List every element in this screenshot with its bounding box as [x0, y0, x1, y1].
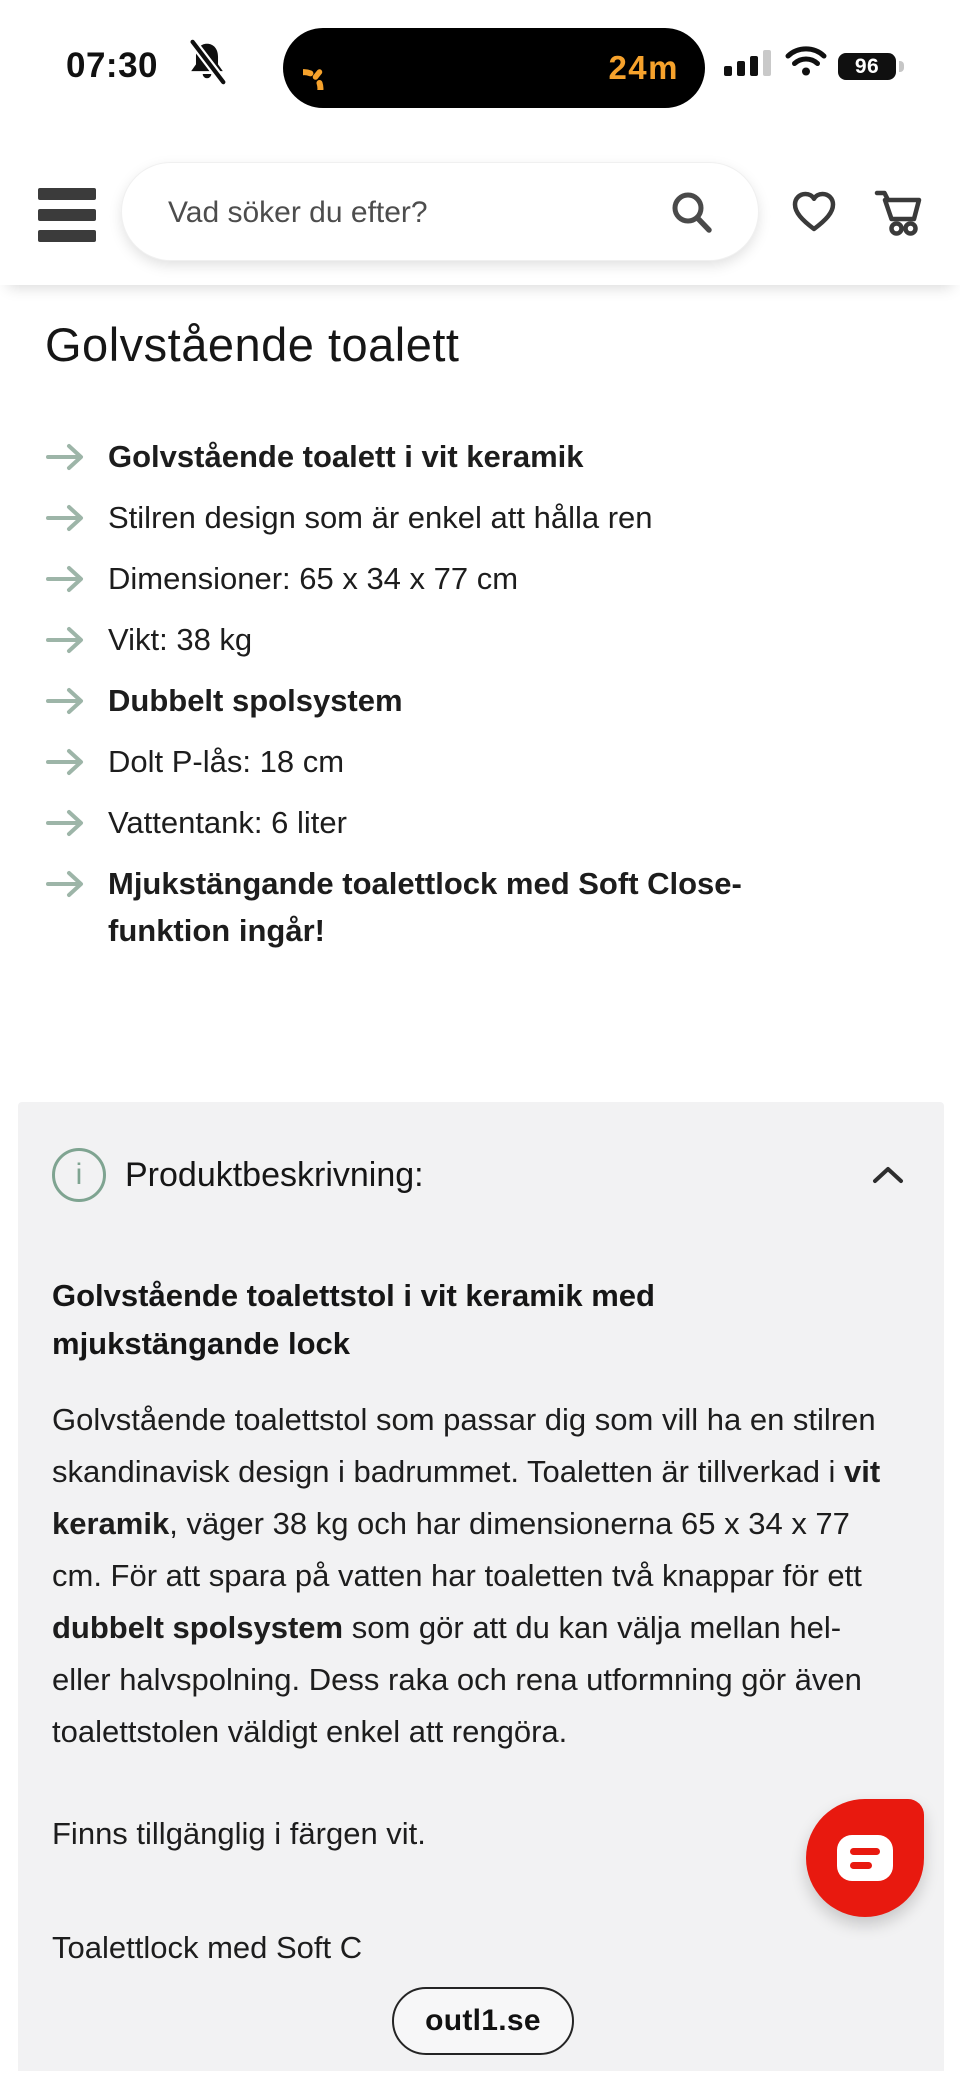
- list-item: Vikt: 38 kg: [45, 616, 915, 663]
- arrow-right-icon: [45, 869, 91, 954]
- list-item: Mjukstängande toalettlock med Soft Close-funktion ingår!: [45, 860, 915, 954]
- battery-icon: [838, 53, 896, 80]
- arrow-right-icon: [45, 442, 91, 480]
- site-domain-pill[interactable]: outl1.se: [392, 1987, 574, 2055]
- list-item: Golvstående toalett i vit keramik: [45, 433, 915, 480]
- arrow-right-icon: [45, 564, 91, 602]
- list-item: Vattentank: 6 liter: [45, 799, 915, 846]
- product-content: [0, 285, 960, 2071]
- description-heading: Golvstående toalettstol i vit keramik med mjukstängande lock: [52, 1278, 655, 1361]
- clock-time: 07:30: [66, 46, 159, 85]
- arrow-right-icon: [45, 747, 91, 785]
- cart-icon[interactable]: [872, 186, 928, 238]
- search-input[interactable]: [166, 163, 640, 262]
- menu-icon[interactable]: [38, 188, 96, 242]
- timer-icon: [303, 46, 347, 90]
- arrow-right-icon: [45, 808, 91, 846]
- arrow-right-icon: [45, 625, 91, 663]
- chat-icon[interactable]: [806, 1799, 924, 1917]
- cellular-signal-icon: [724, 48, 774, 76]
- wishlist-heart-icon[interactable]: [790, 190, 838, 234]
- search-field: [122, 163, 758, 260]
- list-item: Stilren design som är enkel att hålla ren: [45, 494, 915, 541]
- product-description-panel: [18, 1102, 944, 2071]
- chevron-up-icon[interactable]: [872, 1166, 904, 1184]
- description-accordion-header[interactable]: [52, 1148, 910, 1202]
- chat-bubble-glyph: [837, 1835, 893, 1881]
- search-icon[interactable]: [668, 189, 714, 235]
- bell-slash-icon: [184, 38, 230, 86]
- page-title: Golvstående toalett: [45, 318, 460, 371]
- dynamic-island-timer[interactable]: [283, 28, 705, 108]
- site-header: [0, 135, 960, 285]
- section-title: Produktbeskrivning:: [125, 1155, 424, 1194]
- arrow-right-icon: [45, 503, 91, 541]
- list-item: Dimensioner: 65 x 34 x 77 cm: [45, 555, 915, 602]
- arrow-right-icon: [45, 686, 91, 724]
- product-highlights: [45, 433, 915, 954]
- battery-percent: 96: [854, 54, 880, 78]
- list-item: Dolt P-lås: 18 cm: [45, 738, 915, 785]
- description-lid-text: Toalettlock med Soft C: [52, 1930, 363, 1965]
- wifi-icon: [784, 45, 828, 77]
- status-bar: [0, 0, 960, 135]
- description-availability: Finns tillgänglig i färgen vit.: [52, 1816, 426, 1851]
- timer-remaining: 24m: [608, 49, 679, 86]
- list-item: Dubbelt spolsystem: [45, 677, 915, 724]
- info-icon: i: [52, 1148, 106, 1202]
- description-paragraph: Golvstående toalettstol som passar dig som vill ha en stilren skandinavisk design i badrummet. Toaletten är tillverkad i vit keramik, väger 38 kg och har dimensionerna 65 x 34 x 77 cm. För att spara på vatten har toaletten två knappar för ett dubbelt spolsystem som gör att du kan välja mellan hel- eller halvspolning. Dess raka och rena utformning gör även toalettstolen väldigt enkel att rengöra.: [52, 1402, 881, 1749]
